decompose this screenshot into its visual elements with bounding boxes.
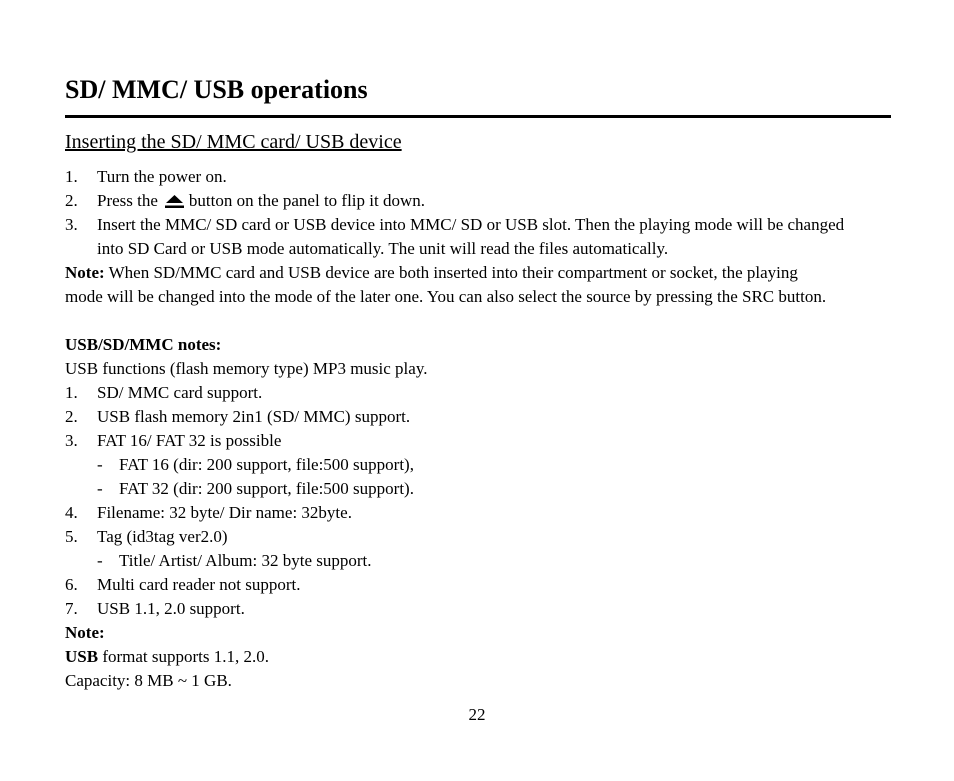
item-text: SD/ MMC card support.: [97, 383, 263, 402]
step-number: 1.: [65, 167, 78, 186]
sub-item: [65, 549, 891, 573]
list-item: [65, 525, 891, 549]
step-number: 3.: [65, 215, 78, 234]
step-text-before: Press the: [97, 191, 158, 210]
item-text: Filename: 32 byte/ Dir name: 32byte.: [97, 503, 352, 522]
list-item: [65, 573, 891, 597]
insert-step-1: [65, 165, 891, 189]
list-item: [65, 429, 891, 453]
insert-step-3: [65, 213, 891, 237]
insert-step-3-cont: [65, 237, 891, 261]
usb-format-text: format supports 1.1, 2.0.: [98, 647, 270, 666]
sub-item-dash: -: [97, 551, 103, 570]
title-rule: [65, 115, 891, 118]
item-text: Multi card reader not support.: [97, 575, 301, 594]
item-text: Tag (id3tag ver2.0): [97, 527, 228, 546]
item-number: 4.: [65, 503, 78, 522]
item-text: FAT 16/ FAT 32 is possible: [97, 431, 282, 450]
spacer: [65, 309, 891, 333]
step-text: Insert the MMC/ SD card or USB device into MMC/ SD or USB slot. Then the playing mode will be changed: [97, 215, 845, 234]
note-text: mode will be changed into the mode of the later one. You can also select the source by pressing the SRC button.: [65, 287, 827, 306]
page-title: SD/ MMC/ USB operations: [65, 75, 368, 104]
note-text: When SD/MMC card and USB device are both inserted into their compartment or socket, the playing: [104, 263, 798, 282]
insert-step-2: [65, 189, 891, 213]
list-item: [65, 381, 891, 405]
step-text: into SD Card or USB mode automatically. The unit will read the files automatically.: [97, 239, 669, 258]
item-number: 1.: [65, 383, 78, 402]
sub-item: [65, 453, 891, 477]
capacity-line: Capacity: 8 MB ~ 1 GB.: [65, 671, 232, 690]
item-text: USB 1.1, 2.0 support.: [97, 599, 245, 618]
body-text: [65, 165, 891, 693]
item-number: 6.: [65, 575, 78, 594]
usb-format-line: [65, 645, 891, 669]
sub-item-text: FAT 16 (dir: 200 support, file:500 support),: [119, 455, 414, 474]
note-label: Note:: [65, 623, 105, 642]
section-subtitle: Inserting the SD/ MMC card/ USB device: [65, 131, 402, 153]
notes-intro: USB functions (flash memory type) MP3 music play.: [65, 359, 428, 378]
step-text-after: button on the panel to flip it down.: [188, 191, 426, 210]
list-item: [65, 597, 891, 621]
note-paragraph: [65, 261, 891, 285]
item-text: USB flash memory 2in1 (SD/ MMC) support.: [97, 407, 411, 426]
list-item: [65, 501, 891, 525]
item-number: 3.: [65, 431, 78, 450]
item-number: 2.: [65, 407, 78, 426]
sub-item-dash: -: [97, 455, 103, 474]
step-text: [97, 189, 425, 216]
note-label: Note:: [65, 263, 105, 282]
sub-item-dash: -: [97, 479, 103, 498]
item-number: 7.: [65, 599, 78, 618]
sub-item-text: Title/ Artist/ Album: 32 byte support.: [119, 551, 372, 570]
usb-label: USB: [65, 647, 99, 666]
step-number: 2.: [65, 191, 78, 210]
sub-item: [65, 477, 891, 501]
step-text: Turn the power on.: [97, 167, 227, 186]
notes-heading: USB/SD/MMC notes:: [65, 335, 222, 354]
sub-item-text: FAT 32 (dir: 200 support, file:500 support).: [119, 479, 414, 498]
list-item: [65, 405, 891, 429]
page-number: 22: [468, 705, 486, 724]
item-number: 5.: [65, 527, 78, 546]
note-paragraph-cont: [65, 285, 891, 309]
